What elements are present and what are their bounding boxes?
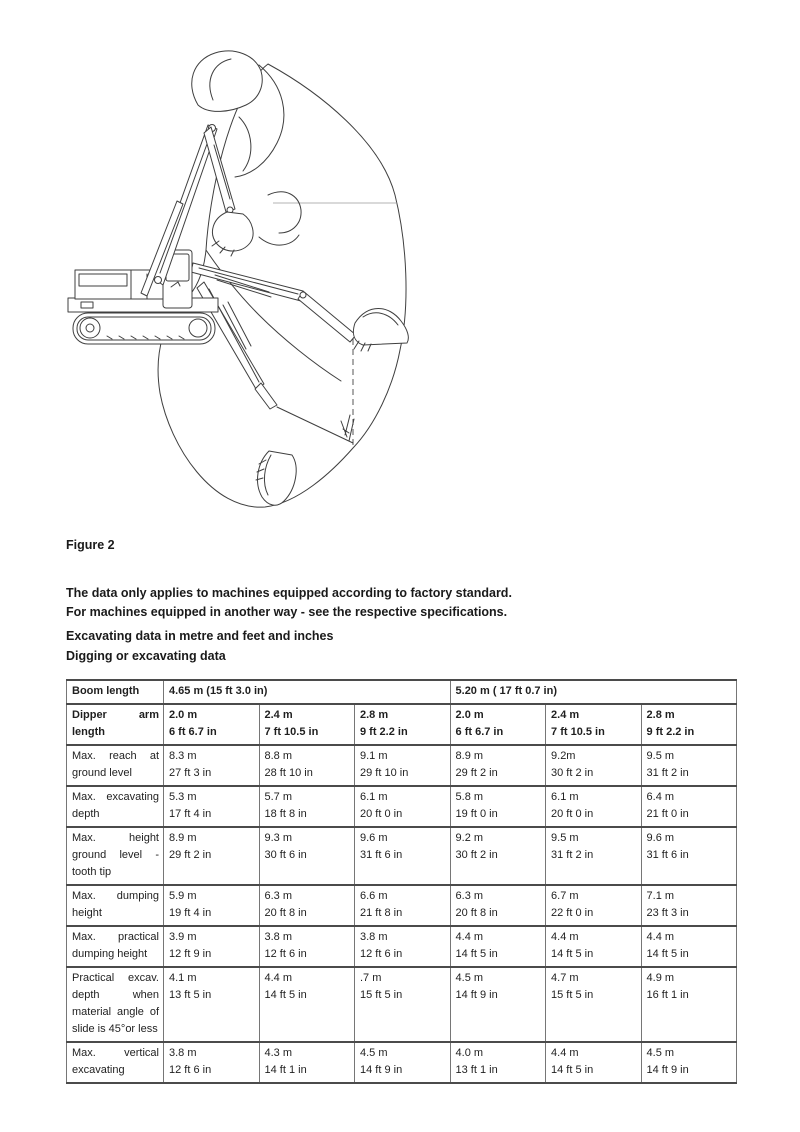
figure-area: [63, 5, 435, 523]
value-metric: 6.3 m: [264, 890, 293, 902]
value-imperial: 18 ft 8 in: [264, 808, 307, 820]
value-imperial: 14 ft 5 in: [455, 948, 498, 960]
bucket-max-reach: [353, 309, 408, 346]
table-cell: [450, 1042, 546, 1083]
ground-mark-sketch: [341, 415, 354, 441]
table-cell: [641, 967, 737, 1042]
boom-down-max-depth: [197, 282, 296, 505]
value-imperial: 7 ft 10.5 in: [551, 726, 605, 738]
row-label: Max. excavating depth: [67, 786, 164, 827]
value-imperial: 30 ft 2 in: [551, 767, 594, 779]
value-metric: 4.4 m: [551, 1047, 579, 1059]
table-cell: [164, 885, 260, 926]
table-cell: [259, 704, 355, 745]
figure-caption: Figure 2: [66, 538, 115, 552]
note-units: Excavating data in metre and feet and inches: [66, 629, 334, 643]
value-imperial: 27 ft 3 in: [169, 767, 212, 779]
excavating-data-table: [66, 679, 737, 1084]
table-cell: [450, 827, 546, 885]
value-metric: 4.0 m: [455, 1047, 484, 1059]
value-imperial: 30 ft 2 in: [455, 849, 498, 861]
table-cell: [546, 786, 642, 827]
value-metric: 4.4 m: [264, 972, 293, 984]
value-imperial: 29 ft 2 in: [169, 849, 212, 861]
table-cell: [641, 704, 737, 745]
value-imperial: 14 ft 5 in: [646, 948, 689, 960]
value-imperial: 12 ft 6 in: [360, 948, 403, 960]
table-row: [67, 967, 737, 1042]
value-metric: 8.8 m: [264, 750, 293, 762]
value-imperial: 21 ft 0 in: [646, 808, 689, 820]
row-label: Practical excav. depth when material angle of slide is 45°or less: [67, 967, 164, 1042]
value-imperial: 20 ft 8 in: [455, 907, 498, 919]
table-cell: [355, 704, 451, 745]
table-row: [67, 745, 737, 786]
table-row: [67, 827, 737, 885]
table-cell: [259, 967, 355, 1042]
table-cell: [355, 827, 451, 885]
value-imperial: 6 ft 6.7 in: [455, 726, 504, 738]
value-metric: 4.4 m: [551, 931, 579, 943]
table-row: [67, 1042, 737, 1083]
value-metric: 3.8 m: [264, 931, 293, 943]
value-metric: 5.3 m: [169, 791, 197, 803]
row-label: Dipper arm length: [67, 704, 164, 745]
value-imperial: 14 ft 5 in: [551, 948, 594, 960]
value-metric: 9.1 m: [360, 750, 388, 762]
table-cell: [546, 745, 642, 786]
value-metric: 8.9 m: [455, 750, 484, 762]
table-cell: [641, 745, 737, 786]
value-imperial: 14 ft 5 in: [264, 989, 307, 1001]
value-imperial: 12 ft 6 in: [169, 1064, 212, 1076]
value-imperial: 13 ft 1 in: [455, 1064, 498, 1076]
table-cell: [641, 1042, 737, 1083]
table-cell: [546, 704, 642, 745]
table-cell: [164, 786, 260, 827]
value-metric: 3.8 m: [169, 1047, 197, 1059]
value-metric: 7.1 m: [646, 890, 675, 902]
table-cell: [355, 926, 451, 967]
table-cell: [546, 827, 642, 885]
value-metric: 4.1 m: [169, 972, 197, 984]
table-cell: [259, 786, 355, 827]
table-cell: [450, 967, 546, 1042]
value-metric: 9.6 m: [646, 832, 675, 844]
row-label: Max. vertical excavating: [67, 1042, 164, 1083]
bucket-curled-raised: [212, 212, 253, 251]
value-imperial: 20 ft 0 in: [360, 808, 403, 820]
value-metric: 9.2m: [551, 750, 576, 762]
table-cell: [641, 885, 737, 926]
value-metric: 4.7 m: [551, 972, 579, 984]
table-cell: [355, 1042, 451, 1083]
table-cell: [259, 1042, 355, 1083]
value-imperial: 22 ft 0 in: [551, 907, 594, 919]
value-metric: 9.6 m: [360, 832, 388, 844]
table-cell: 4.65 m (15 ft 3.0 in): [164, 680, 451, 704]
value-imperial: 9 ft 2.2 in: [360, 726, 408, 738]
table-cell: [164, 827, 260, 885]
value-imperial: 31 ft 6 in: [646, 849, 689, 861]
value-metric: 4.4 m: [455, 931, 484, 943]
value-imperial: 31 ft 2 in: [646, 767, 689, 779]
table-cell: [450, 704, 546, 745]
note-section-title: Digging or excavating data: [66, 649, 226, 663]
row-label: Boom length: [67, 680, 164, 704]
value-metric: 3.9 m: [169, 931, 197, 943]
value-imperial: 12 ft 9 in: [169, 948, 212, 960]
table-cell: [259, 827, 355, 885]
table-cell: [355, 885, 451, 926]
value-imperial: 29 ft 10 in: [360, 767, 409, 779]
value-imperial: 14 ft 5 in: [551, 1064, 594, 1076]
table-cell: [164, 745, 260, 786]
value-imperial: 19 ft 0 in: [455, 808, 498, 820]
row-label: Max. practical dumping height: [67, 926, 164, 967]
excavator-working-range-diagram: [63, 5, 435, 523]
value-metric: 6.1 m: [360, 791, 388, 803]
value-metric: 9.5 m: [551, 832, 579, 844]
table-cell: [164, 967, 260, 1042]
table-cell: [164, 704, 260, 745]
value-metric: 2.0 m: [455, 709, 484, 721]
value-metric: 6.1 m: [551, 791, 579, 803]
table-cell: [164, 1042, 260, 1083]
table-body: [67, 680, 737, 1083]
value-metric: 5.8 m: [455, 791, 484, 803]
value-imperial: 15 ft 5 in: [360, 989, 403, 1001]
note-factory-standard: The data only applies to machines equipped according to factory standard.: [66, 586, 512, 600]
table-row: [67, 885, 737, 926]
value-imperial: 30 ft 6 in: [264, 849, 307, 861]
value-metric: .7 m: [360, 972, 382, 984]
value-imperial: 15 ft 5 in: [551, 989, 594, 1001]
value-metric: 3.8 m: [360, 931, 388, 943]
value-metric: 6.6 m: [360, 890, 388, 902]
depth-reference-dashed-line: [277, 339, 354, 445]
value-imperial: 20 ft 0 in: [551, 808, 594, 820]
value-metric: 6.3 m: [455, 890, 484, 902]
table-cell: [450, 786, 546, 827]
value-imperial: 31 ft 6 in: [360, 849, 403, 861]
table-cell: [259, 745, 355, 786]
value-metric: 6.7 m: [551, 890, 579, 902]
table-cell: 5.20 m ( 17 ft 0.7 in): [450, 680, 737, 704]
value-metric: 4.9 m: [646, 972, 675, 984]
value-imperial: 23 ft 3 in: [646, 907, 689, 919]
table-cell: [641, 926, 737, 967]
value-imperial: 6 ft 6.7 in: [169, 726, 217, 738]
table-cell: [450, 745, 546, 786]
table-row: [67, 786, 737, 827]
table-cell: [546, 967, 642, 1042]
value-imperial: 29 ft 2 in: [455, 767, 498, 779]
value-imperial: 7 ft 10.5 in: [264, 726, 319, 738]
value-metric: 2.8 m: [646, 709, 675, 721]
value-metric: 9.3 m: [264, 832, 293, 844]
table-cell: [546, 926, 642, 967]
value-imperial: 17 ft 4 in: [169, 808, 212, 820]
table-cell: [641, 827, 737, 885]
value-imperial: 20 ft 8 in: [264, 907, 307, 919]
table-cell: [355, 967, 451, 1042]
note-other-equipment: For machines equipped in another way - see the respective specifications.: [66, 605, 508, 619]
table-cell: [355, 745, 451, 786]
value-metric: 4.5 m: [360, 1047, 388, 1059]
value-imperial: 16 ft 1 in: [646, 989, 689, 1001]
value-metric: 9.2 m: [455, 832, 484, 844]
value-metric: 4.4 m: [646, 931, 675, 943]
table-cell: [259, 885, 355, 926]
value-metric: 4.5 m: [455, 972, 484, 984]
value-imperial: 12 ft 6 in: [264, 948, 307, 960]
table-cell: [546, 885, 642, 926]
value-imperial: 19 ft 4 in: [169, 907, 212, 919]
table-cell: [641, 786, 737, 827]
value-metric: 9.5 m: [646, 750, 675, 762]
value-metric: 2.8 m: [360, 709, 389, 721]
machine-deck: [68, 298, 218, 312]
row-label: Max. reach at ground level: [67, 745, 164, 786]
table-cell: [546, 1042, 642, 1083]
value-metric: 2.0 m: [169, 709, 198, 721]
value-imperial: 9 ft 2.2 in: [646, 726, 695, 738]
value-metric: 6.4 m: [646, 791, 675, 803]
row-boom-length: [67, 680, 737, 704]
table-cell: [164, 926, 260, 967]
value-metric: 4.5 m: [646, 1047, 675, 1059]
table-cell: [450, 885, 546, 926]
value-metric: 2.4 m: [264, 709, 293, 721]
value-metric: 8.3 m: [169, 750, 197, 762]
value-metric: 2.4 m: [551, 709, 580, 721]
table-cell: [450, 926, 546, 967]
value-imperial: 14 ft 9 in: [455, 989, 498, 1001]
row-label: Max. dumping height: [67, 885, 164, 926]
value-imperial: 14 ft 9 in: [646, 1064, 689, 1076]
table-cell: [259, 926, 355, 967]
value-metric: 5.7 m: [264, 791, 293, 803]
value-imperial: 14 ft 1 in: [264, 1064, 307, 1076]
value-metric: 8.9 m: [169, 832, 197, 844]
value-imperial: 31 ft 2 in: [551, 849, 594, 861]
value-imperial: 13 ft 5 in: [169, 989, 212, 1001]
value-imperial: 14 ft 9 in: [360, 1064, 403, 1076]
table-cell: [355, 786, 451, 827]
row-dipper-arm-length: [67, 704, 737, 745]
table-row: [67, 926, 737, 967]
value-imperial: 28 ft 10 in: [264, 767, 313, 779]
value-metric: 4.3 m: [264, 1047, 293, 1059]
value-metric: 5.9 m: [169, 890, 197, 902]
value-imperial: 21 ft 8 in: [360, 907, 403, 919]
row-label: Max. height ground level - tooth tip: [67, 827, 164, 885]
